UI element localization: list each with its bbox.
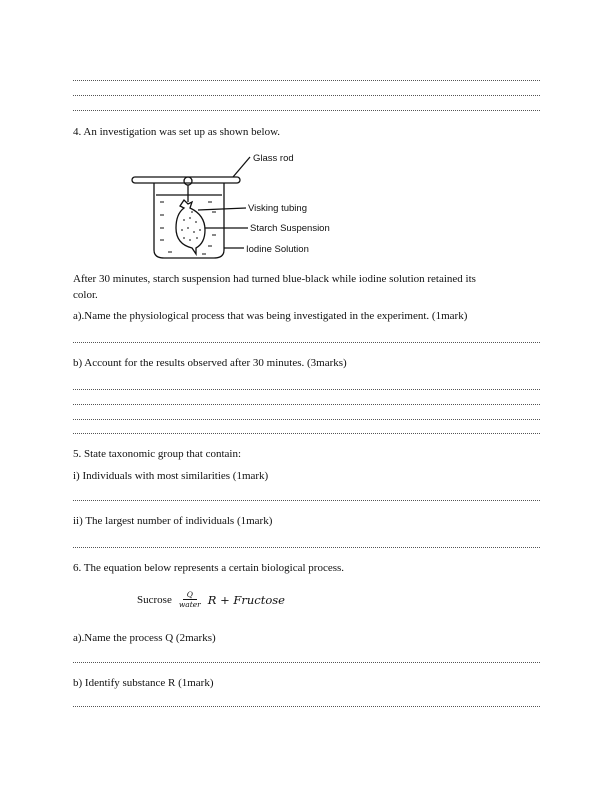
q4a: a).Name the physiological process that was being investigated in the experiment. (1mark) [73,310,468,322]
experiment-diagram [120,140,350,265]
question-4-stem: 4. An investigation was set up as shown below. [73,126,281,138]
answer-line [73,547,540,548]
q4-result-line1: After 30 minutes, starch suspension had turned blue-black while iodine solution retained its [73,273,476,285]
answer-line [73,419,540,420]
answer-line [73,433,540,434]
answer-line [73,706,540,707]
equation [137,590,285,609]
answer-line [73,500,540,501]
answer-line [73,342,540,343]
visking-tubing [176,200,205,254]
q4-result-line2: color. [73,289,98,301]
answer-line [73,95,540,96]
q5ii: ii) The largest number of individuals (1mark) [73,515,273,527]
answer-line [73,389,540,390]
label-glass-rod: Glass rod [253,153,294,164]
question-5-stem: 5. State taxonomic group that contain: [73,448,242,460]
answer-line [73,80,540,81]
q6b: b) Identify substance R (1mark) [73,677,214,689]
question-6-stem: 6. The equation below represents a certain biological process. [73,562,345,574]
equation-arrow [179,590,201,609]
equation-products: R + Fructose [207,592,285,607]
equation-over: Q [183,590,197,600]
label-starch-suspension: Starch Suspension [250,223,330,234]
answer-line [73,110,540,111]
answer-line [73,662,540,663]
q6a: a).Name the process Q (2marks) [73,632,216,644]
label-visking-tubing: Visking tubing [248,203,307,214]
equation-reactant: Sucrose [137,593,172,606]
equation-under: water [178,600,201,609]
answer-line [73,404,540,405]
label-iodine-solution: Iodine Solution [246,244,309,255]
q5i: i) Individuals with most similarities (1mark) [73,470,269,482]
q4b: b) Account for the results observed after 30 minutes. (3marks) [73,357,347,369]
